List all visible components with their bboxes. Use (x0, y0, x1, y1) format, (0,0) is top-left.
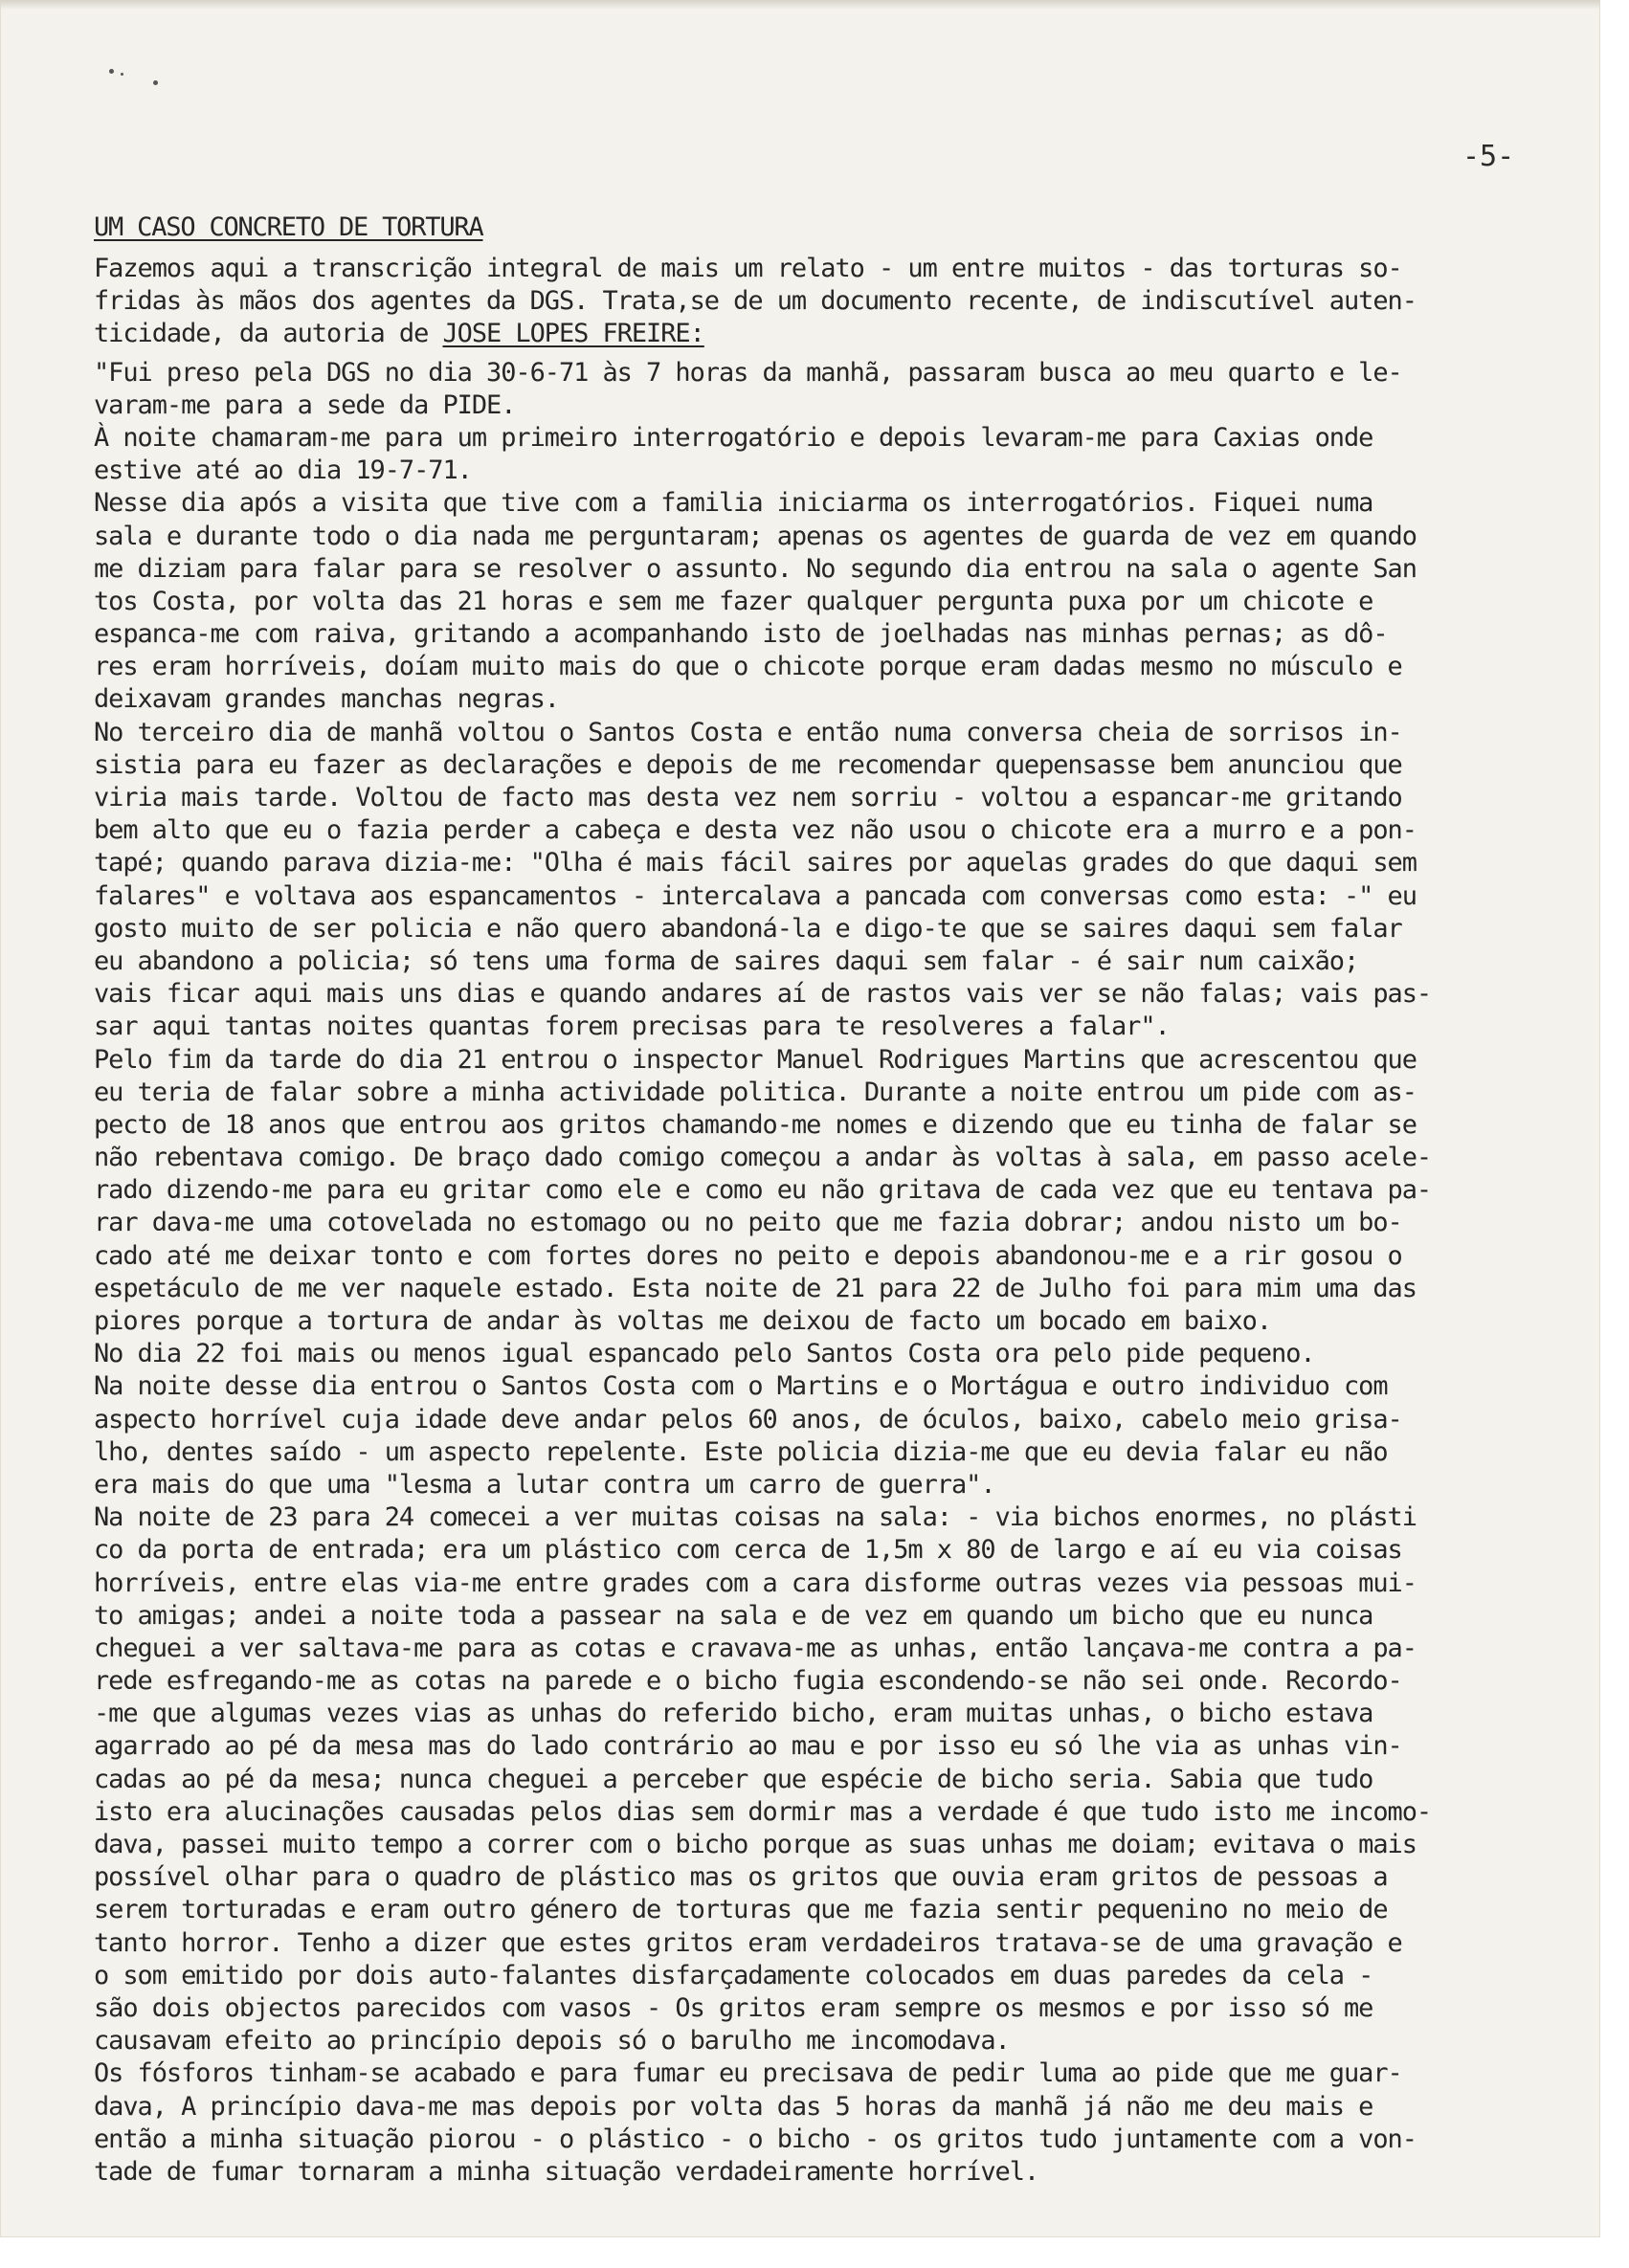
text-line: No terceiro dia de manhã voltou o Santos Costa e então numa conversa cheia de sorrisos in- (94, 717, 1402, 747)
text-line: falares" e voltava aos espancamentos - intercalava a pancada com conversas como esta: -" eu (94, 880, 1417, 911)
text-line: causavam efeito ao princípio depois só o barulho me incomodava. (94, 2026, 1010, 2057)
text-line: cheguei a ver saltava-me para as cotas e cravava-me as unhas, então lançava-me contra a pa- (94, 1633, 1417, 1663)
text-line: Fazemos aqui a transcrição integral de mais um relato - um entre muitos - das torturas so- (94, 254, 1402, 283)
page-number: -5- (1462, 140, 1515, 173)
text-line: co da porta de entrada; era um plástico com cerca de 1,5m x 80 de largo e aí eu via coisas (94, 1535, 1402, 1566)
text-line: não rebentava comigo. De braço dado comigo começou a andar às voltas à sala, em passo acele- (94, 1143, 1432, 1173)
text-line: lho, dentes saído - um aspecto repelente. Este policia dizia-me que eu devia falar eu não (94, 1436, 1388, 1467)
text-line: varam-me para a sede da PIDE. (94, 389, 516, 420)
text-line: dava, passei muito tempo a correr com o bicho porque as suas unhas me doiam; evitava o mais (94, 1830, 1417, 1859)
text-line: "Fui preso pela DGS no dia 30-6-71 às 7 horas da manhã, passaram busca ao meu quarto e le- (94, 357, 1402, 388)
text-line: cado até me deixar tonto e com fortes dores no peito e depois abandonou-me e a rir gosou o (94, 1240, 1402, 1271)
text-line: espetáculo de me ver naquele estado. Esta noite de 21 para 22 de Julho foi para mim uma das (94, 1273, 1417, 1303)
text-line: estive até ao dia 19-7-71. (94, 456, 472, 486)
text-line: horríveis, entre elas via-me entre grades com a cara disforme outras vezes via pessoas mui- (94, 1568, 1417, 1598)
text-line: rar dava-me uma cotovelada no estomago ou no peito que me fazia dobrar; andou nisto um bo- (94, 1208, 1402, 1238)
text-line: me diziam para falar para se resolver o assunto. No segundo dia entrou na sala o agente San (94, 553, 1417, 584)
document-body (94, 209, 1558, 2189)
text-line: À noite chamaram-me para um primeiro interrogatório e depois levaram-me para Caxias onde (94, 422, 1373, 453)
text-line: gosto muito de ser policia e não quero abandoná-la e digo-te que se saires daqui sem falar (94, 913, 1402, 944)
text-line: res eram horríveis, doíam muito mais do que o chicote porque eram dadas mesmo no músculo e (94, 652, 1402, 682)
intro-paragraph (94, 253, 1558, 351)
ink-speck (153, 80, 158, 85)
text-line: cadas ao pé da mesa; nunca cheguei a perceber que espécie de bicho seria. Sabia que tudo (94, 1764, 1373, 1794)
text-line: vais ficar aqui mais uns dias e quando andares aí de rastos vais ver se não falas; vais pas- (94, 979, 1432, 1010)
ink-speck (109, 69, 114, 74)
text-line: Os fósforos tinham-se acabado e para fumar eu precisava de pedir luma ao pide que me guar- (94, 2058, 1402, 2089)
text-line: serem torturadas e eram outro género de torturas que me fazia sentir pequenino no meio de (94, 1895, 1388, 1925)
text-line: tapé; quando parava dizia-me: "Olha é mais fácil saires por aquelas grades do que daqui sem (94, 848, 1417, 878)
text-line: deixavam grandes manchas negras. (94, 684, 559, 715)
text-line: Na noite de 23 para 24 comecei a ver muitas coisas na sala: - via bichos enormes, no plásti (94, 1502, 1417, 1533)
text-line: agarrado ao pé da mesa mas do lado contrário ao mau e por isso eu só lhe via as unhas vin- (94, 1731, 1402, 1762)
text-line: aspecto horrível cuja idade deve andar pelos 60 anos, de óculos, baixo, cabelo meio grisa- (94, 1404, 1402, 1434)
text-line: possível olhar para o quadro de plástico mas os gritos que ouvia eram gritos de pessoas a (94, 1862, 1388, 1893)
author-name: JOSE LOPES FREIRE: (442, 319, 704, 349)
text-line: fridas às mãos dos agentes da DGS. Trata,se de um documento recente, de indiscutível auten- (94, 286, 1417, 317)
text-line: tanto horror. Tenho a dizer que estes gritos eram verdadeiros tratava-se de uma gravação e (94, 1927, 1402, 1958)
text-line: to amigas; andei a noite toda a passear na sala e de vez em quando um bicho que eu nunca (94, 1600, 1373, 1631)
text-line: rado dizendo-me para eu gritar como ele e como eu não gritava de cada vez que eu tentava pa- (94, 1175, 1432, 1206)
text-line: era mais do que uma "lesma a lutar contra um carro de guerra". (94, 1469, 995, 1500)
text-line (94, 318, 1556, 350)
text-line: -me que algumas vezes vias as unhas do referido bicho, eram muitas unhas, o bicho estava (94, 1699, 1373, 1729)
text-line: espanca-me com raiva, gritando a acompanhando isto de joelhadas nas minhas pernas; as dô- (94, 619, 1388, 650)
ink-speck (121, 73, 123, 76)
text-line: Nesse dia após a visita que tive com a familia iniciarma os interrogatórios. Fiquei numa (94, 488, 1373, 519)
text-line: pecto de 18 anos que entrou aos gritos chamando-me nomes e dizendo que eu tinha de falar se (94, 1109, 1417, 1140)
text-line: sala e durante todo o dia nada me perguntaram; apenas os agentes de guarda de vez em quando (94, 521, 1417, 551)
text-line: No dia 22 foi mais ou menos igual espancado pelo Santos Costa ora pelo pide pequeno. (94, 1339, 1315, 1369)
text-line: sar aqui tantas noites quantas forem precisas para te resolveres a falar". (94, 1012, 1170, 1042)
text-line: tos Costa, por volta das 21 horas e sem me fazer qualquer pergunta puxa por um chicote e (94, 586, 1373, 616)
text-line: o som emitido por dois auto-falantes disfarçadamente colocados em duas paredes da cela - (94, 1960, 1373, 1990)
text-line-prefix: ticidade, da autoria de (94, 319, 443, 349)
section-heading: UM CASO CONCRETO DE TORTURA (94, 212, 483, 242)
text-line: então a minha situação piorou - o plástico - o bicho - os gritos tudo juntamente com a von- (94, 2123, 1417, 2154)
text-line: isto era alucinações causadas pelos dias sem dormir mas a verdade é que tudo isto me incomo- (94, 1796, 1432, 1827)
text-line: eu teria de falar sobre a minha actividade politica. Durante a noite entrou um pide com as- (94, 1077, 1417, 1107)
text-line: Na noite desse dia entrou o Santos Costa com o Martins e o Mortágua e outro individuo com (94, 1371, 1388, 1402)
testimony-text (94, 357, 1558, 2190)
text-line: sistia para eu fazer as declarações e depois de me recomendar quepensasse bem anunciou que (94, 749, 1402, 780)
text-line: dava, A princípio dava-me mas depois por volta das 5 horas da manhã já não me deu mais e (94, 2091, 1373, 2122)
text-line: eu abandono a policia; só tens uma forma de saires daqui sem falar - é sair num caixão; (94, 945, 1359, 976)
text-line: Pelo fim da tarde do dia 21 entrou o inspector Manuel Rodrigues Martins que acrescentou que (94, 1044, 1417, 1075)
text-line: piores porque a tortura de andar às voltas me deixou de facto um bocado em baixo. (94, 1306, 1272, 1336)
text-line: rede esfregando-me as cotas na parede e o bicho fugia escondendo-se não sei onde. Recordo- (94, 1666, 1402, 1697)
text-line: viria mais tarde. Voltou de facto mas desta vez nem sorriu - voltou a espancar-me gritando (94, 783, 1402, 812)
text-line: são dois objectos parecidos com vasos - Os gritos eram sempre os mesmos e por isso só me (94, 1992, 1373, 2023)
text-line: bem alto que eu o fazia perder a cabeça e desta vez não usou o chicote era a murro e a pon- (94, 815, 1417, 846)
text-line: tade de fumar tornaram a minha situação verdadeiramente horrível. (94, 2156, 1039, 2187)
